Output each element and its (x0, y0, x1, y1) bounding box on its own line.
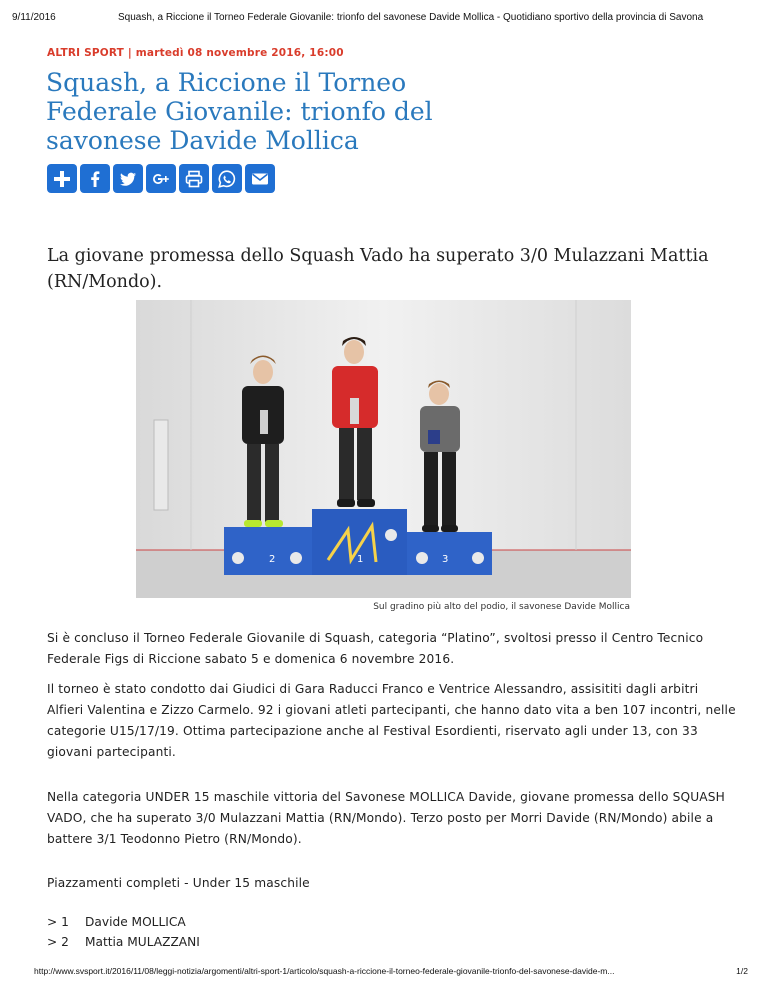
twitter-share-button[interactable] (113, 164, 143, 193)
article-paragraph: Si è concluso il Torneo Federale Giovanile di Squash, categoria “Platino”, svoltosi presso il Centro Tecnico Federale Figs di Riccione sabato 5 e domenica 6 novembre 2016. (47, 631, 704, 666)
print-header (0, 12, 768, 28)
print-page-number: 1/2 (736, 966, 748, 976)
article-headline: Squash, a Riccione il Torneo Federale Giovanile: trionfo del savonese Davide Mollica (46, 68, 433, 155)
whatsapp-share-button[interactable] (212, 164, 242, 193)
article-photo (136, 300, 631, 598)
twitter-icon (118, 169, 138, 189)
print-footer (0, 966, 768, 982)
photo-caption: Sul gradino più alto del podio, il savonese Davide Mollica (373, 602, 630, 612)
article-paragraph: Nella categoria UNDER 15 maschile vittoria del Savonese MOLLICA Davide, giovane promessa dello SQUASH VADO, che ha superato 3/0 Mulazzani Mattia (RN/Mondo). Terzo posto per Morri Davide (RN/Mondo) abile a battere 3/1 Teodonno Pietro (RN/Mondo). (47, 790, 725, 846)
podium-label-3: 3 (442, 554, 449, 565)
podium-photo-illustration (136, 300, 631, 598)
article-lead: La giovane promessa dello Squash Vado ha superato 3/0 Mulazzani Mattia (RN/Mondo). (47, 246, 709, 292)
ranking-position: > 2 (47, 935, 69, 949)
article-kicker[interactable]: ALTRI SPORT | martedì 08 novembre 2016, 16:00 (47, 47, 344, 59)
google-plus-share-button[interactable] (146, 164, 176, 193)
share-button[interactable] (47, 164, 77, 193)
ranking-name: Davide MOLLICA (85, 915, 186, 929)
google-plus-icon (151, 169, 171, 189)
rankings-heading: Piazzamenti completi - Under 15 maschile (47, 876, 310, 890)
facebook-icon (85, 169, 105, 189)
print-date: 9/11/2016 (12, 12, 56, 23)
print-icon (184, 169, 204, 189)
ranking-row (47, 912, 200, 932)
ranking-position: > 1 (47, 915, 69, 929)
article-paragraph: Il torneo è stato condotto dai Giudici di Gara Raducci Franco e Ventrice Alessandro, assisititi dagli arbitri Alfieri Valentina e Zizzo Carmelo. 92 i giovani atleti partecipanti, che hanno dato vita a ben 107 incontri, nelle categorie U15/17/19. Ottima partecipazione anche al Festival Esordienti, riservato agli under 13, con 33 giovani partecipanti. (47, 682, 736, 759)
print-button[interactable] (179, 164, 209, 193)
ranking-row (47, 932, 200, 952)
podium-label-2: 2 (269, 554, 276, 565)
plus-icon (52, 169, 72, 189)
whatsapp-icon (217, 169, 237, 189)
rankings-list (47, 912, 200, 952)
share-toolbar (47, 164, 275, 193)
print-url: http://www.svsport.it/2016/11/08/leggi-notizia/argomenti/altri-sport-1/articolo/squash-a-riccione-il-torneo-federale-giovanile-trionfo-del-savonese-davide-m... (34, 966, 615, 976)
email-share-button[interactable] (245, 164, 275, 193)
email-icon (250, 169, 270, 189)
ranking-name: Mattia MULAZZANI (85, 935, 200, 949)
podium-label-1: 1 (357, 554, 364, 565)
facebook-share-button[interactable] (80, 164, 110, 193)
print-page-title: Squash, a Riccione il Torneo Federale Giovanile: trionfo del savonese Davide Mollica - Quotidiano sportivo della provincia di Savona (118, 12, 704, 23)
